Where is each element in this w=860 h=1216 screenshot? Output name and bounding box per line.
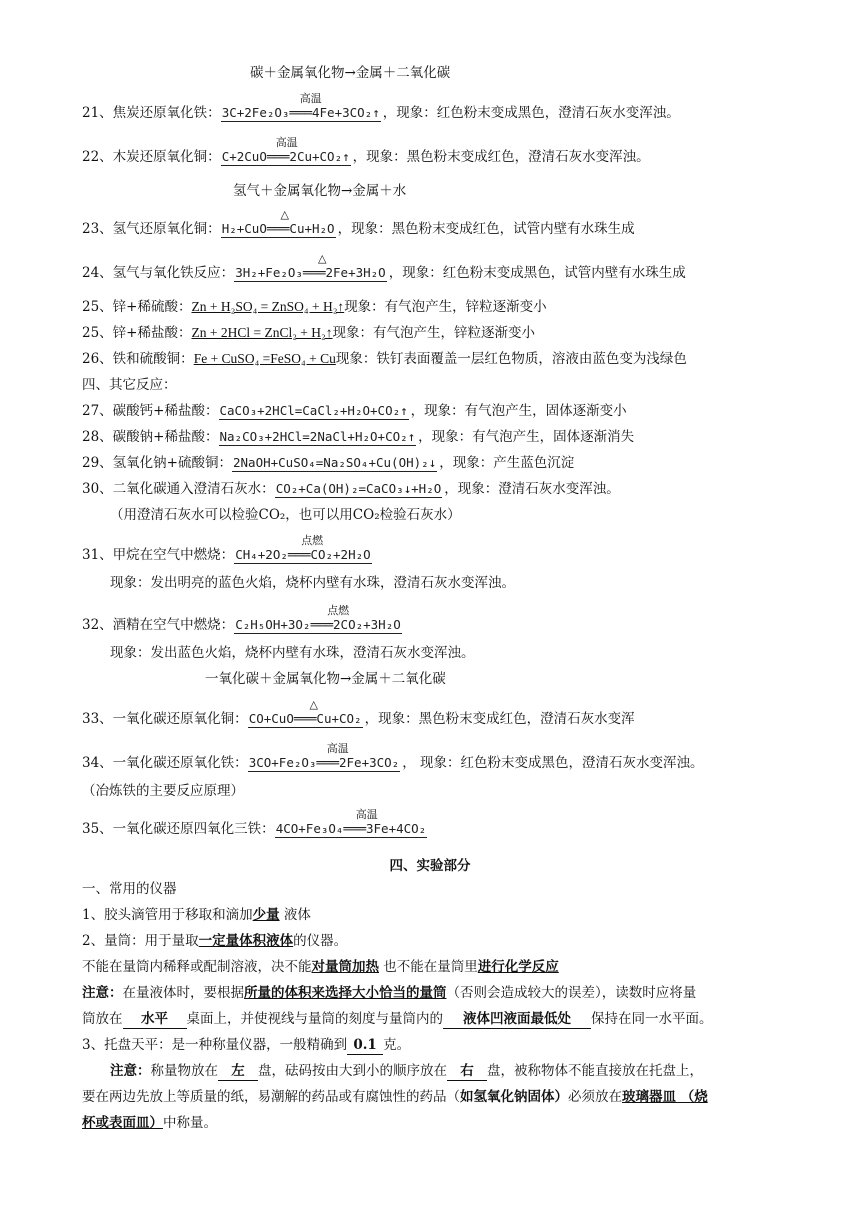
text: 液体	[279, 907, 311, 923]
observation: ，现象：产生蓝色沉淀	[439, 455, 575, 471]
reaction-31-observation: 现象：发出明亮的蓝色火焰，烧杯内壁有水珠，澄清石灰水变浑浊。	[110, 575, 515, 591]
text: 保持在同一水平面。	[591, 1011, 713, 1027]
answer-blank: 0.1	[347, 1036, 383, 1055]
reaction-label: 29、氢氧化钠+硫酸铜：	[82, 455, 232, 471]
observation: ，现象：黑色粉末变成红色，澄清石灰水变浑浊。	[352, 149, 650, 165]
chemical-equation: Zn + H₂SO₄ = ZnSO₄ + H₂↑	[191, 299, 345, 314]
section-heading-hydrogen: 氢气＋金属氧化物→金属＋水	[233, 183, 407, 199]
observation: ，现象：有气泡产生，固体逐渐变小	[410, 403, 627, 419]
text: 桌面上，并使视线与量筒的刻度与量筒内的	[186, 1011, 443, 1027]
text: 筒放在	[82, 1011, 123, 1027]
reaction-label: 21、焦炭还原氧化铁：	[82, 105, 221, 121]
observation: ，现象：红色粉末变成黑色，澄清石灰水变浑浊。	[382, 105, 680, 121]
answer-blank: 对量筒加热	[311, 959, 379, 975]
reaction-25-sulfuric	[82, 298, 547, 316]
reaction-label: 35、一氧化碳还原四氧化三铁：	[82, 821, 275, 837]
text: 3、托盘天平：是一种称量仪器，一般精确到	[82, 1037, 348, 1053]
chemical-equation: 3CO+Fe₂O₃ 高温 ═══2Fe+3CO₂	[248, 742, 400, 770]
reaction-28	[82, 428, 634, 446]
observation: ，现象：红色粉末变成黑色，试管内壁有水珠生成	[388, 265, 686, 281]
observation: ，现象：澄清石灰水变浑浊。	[444, 481, 620, 497]
text: 2、量筒：用于量取	[82, 933, 199, 949]
reaction-condition: 高温	[299, 92, 322, 105]
reaction-30	[82, 480, 620, 498]
reaction-34	[82, 742, 704, 772]
text: 在量液体时，要根据	[122, 985, 244, 1001]
item-balance	[82, 1036, 410, 1055]
reaction-32-observation: 现象：发出蓝色火焰，烧杯内壁有水珠，澄清石灰水变浑浊。	[110, 645, 475, 661]
answer-blank: 水平	[123, 1010, 187, 1029]
reaction-label: 25、锌+稀硫酸：	[82, 299, 192, 315]
reaction-condition: 点燃	[301, 534, 324, 547]
reaction-26	[82, 350, 687, 368]
bold-text: 如氢氧化钠固体）	[460, 1089, 568, 1105]
text: （否则会造成较大的误差），读数时应将量	[446, 985, 697, 1001]
note-label: 注意：	[110, 1063, 151, 1079]
reaction-condition: 高温	[326, 742, 349, 755]
reaction-label: 23、氢气还原氧化铜：	[82, 221, 221, 237]
reaction-30-note: （用澄清石灰水可以检验CO₂，也可以用CO₂检验石灰水）	[110, 507, 461, 523]
reaction-condition: 点燃	[327, 604, 350, 617]
chemical-equation: Fe + CuSO₄ =FeSO₄ + Cu	[193, 351, 336, 366]
subsection-instruments: 一、常用的仪器	[82, 881, 177, 897]
chemical-equation: C+2CuO 高温 ═══2Cu+CO₂↑	[221, 136, 350, 164]
answer-blank: 左	[218, 1062, 258, 1081]
chemical-equation: Na₂CO₃+2HCl=2NaCl+H₂O+CO₂↑	[219, 429, 416, 444]
chemical-equation: 3C+2Fe₂O₃ 高温 ═══4Fe+3CO₂↑	[221, 92, 380, 120]
observation: 现象：有气泡产生，锌粒逐渐变小	[344, 299, 547, 315]
reaction-22	[82, 136, 650, 166]
section-heading-other: 四、其它反应：	[82, 377, 177, 393]
reaction-condition: △	[280, 208, 289, 221]
observation: ，现象：黑色粉末变成红色，试管内壁有水珠生成	[337, 221, 635, 237]
observation: ，现象：有气泡产生，固体逐渐消失	[418, 429, 635, 445]
item-cylinder	[82, 932, 347, 950]
reaction-23	[82, 208, 635, 238]
observation: ， 现象：红色粉末变成黑色，澄清石灰水变浑浊。	[402, 755, 704, 771]
chemical-equation: CO₂+Ca(OH)₂=CaCO₃↓+H₂O	[275, 481, 442, 496]
reaction-condition: 高温	[275, 136, 298, 149]
chemical-equation: Zn + 2HCl = ZnCl₂ + H₂↑	[191, 325, 333, 340]
text: 也不能在量筒里	[379, 959, 478, 975]
observation: 现象：有气泡产生，锌粒逐渐变小	[332, 325, 536, 341]
text: 1、胶头滴管用于移取和滴加	[82, 907, 253, 923]
answer-blank: 少量	[252, 907, 280, 923]
reaction-label: 28、碳酸钠+稀盐酸：	[82, 429, 219, 445]
text: 要在两边先放上等质量的纸，易潮解的药品或有腐蚀性的药品（	[82, 1089, 460, 1105]
reaction-label: 24、氢气与氧化铁反应：	[82, 265, 235, 281]
reaction-label: 22、木炭还原氧化铜：	[82, 149, 221, 165]
balance-note	[110, 1062, 703, 1081]
chemical-equation: C₂H₅OH+3O₂ 点燃 ═══2CO₂+3H₂O	[235, 604, 401, 632]
reaction-label: 25、锌+稀盐酸：	[82, 325, 192, 341]
text: 中称量。	[163, 1115, 217, 1131]
answer-blank: 杯或表面皿）	[82, 1115, 163, 1131]
reaction-21	[82, 92, 680, 122]
reaction-33	[82, 698, 635, 728]
chemical-equation: CO+CuO △ ═══Cu+CO₂	[248, 698, 362, 726]
reaction-31	[82, 534, 374, 564]
chemical-equation: CH₄+2O₂ 点燃 ═══CO₂+2H₂O	[235, 534, 371, 562]
section-heading-co: 一氧化碳＋金属氧化物→金属＋二氧化碳	[205, 671, 446, 687]
text: 克。	[383, 1037, 411, 1053]
reaction-label: 31、甲烷在空气中燃烧：	[82, 547, 235, 563]
text: 称量物放在	[150, 1063, 218, 1079]
chemical-equation: 3H₂+Fe₂O₃ △ ═══2Fe+3H₂O	[235, 252, 386, 280]
reaction-25-hydrochloric	[82, 324, 535, 342]
reaction-condition: △	[317, 252, 327, 265]
answer-blank: 右	[447, 1062, 487, 1081]
reaction-32	[82, 604, 404, 634]
balance-note-end	[82, 1114, 217, 1132]
note-label: 注意：	[82, 985, 123, 1001]
reaction-condition: △	[309, 698, 318, 711]
answer-blank: 液体凹液面最低处	[443, 1010, 591, 1029]
cylinder-note	[82, 984, 696, 1002]
text: 不能在量筒内稀释或配制溶液，决不能	[82, 959, 312, 975]
chemical-equation: H₂+CuO △ ═══Cu+H₂O	[221, 208, 335, 236]
answer-blank: 进行化学反应	[477, 959, 559, 975]
reaction-34-note: （冶炼铁的主要反应原理）	[82, 783, 244, 799]
reaction-label: 26、铁和硫酸铜：	[82, 351, 194, 367]
part-title: 四、实验部分	[389, 858, 471, 874]
cylinder-note-cont	[82, 1010, 713, 1029]
text: 必须放在	[568, 1089, 622, 1105]
section-heading-carbon: 碳＋金属氧化物→金属＋二氧化碳	[250, 65, 451, 81]
observation: ，现象：黑色粉末变成红色，澄清石灰水变浑	[364, 711, 635, 727]
answer-blank: 所量的体积来选择大小恰当的量筒	[244, 985, 447, 1001]
item-dropper	[82, 906, 311, 924]
text: 盘，被称物体不能直接放在托盘上，	[487, 1063, 703, 1079]
chemical-equation: CaCO₃+2HCl=CaCl₂+H₂O+CO₂↑	[219, 403, 408, 418]
reaction-35	[82, 808, 429, 838]
reaction-label: 27、碳酸钙+稀盐酸：	[82, 403, 219, 419]
balance-note-cont	[82, 1088, 708, 1106]
cylinder-rule	[82, 958, 559, 976]
reaction-label: 33、一氧化碳还原氧化铜：	[82, 711, 248, 727]
chemical-equation: 2NaOH+CuSO₄=Na₂SO₄+Cu(OH)₂↓	[233, 455, 437, 470]
answer-blank: 一定量体积液体	[198, 933, 294, 949]
observation: 现象：铁钉表面覆盖一层红色物质，溶液由蓝色变为浅绿色	[335, 351, 687, 367]
chemical-equation: 4CO+Fe₃O₄ 高温 ═══3Fe+4CO₂	[275, 808, 427, 836]
reaction-label: 30、二氧化碳通入澄清石灰水：	[82, 481, 275, 497]
reaction-29	[82, 454, 574, 472]
reaction-label: 32、酒精在空气中燃烧：	[82, 617, 235, 633]
answer-blank: 玻璃器皿 （烧	[622, 1089, 708, 1105]
reaction-24	[82, 252, 686, 282]
reaction-condition: 高温	[355, 808, 378, 821]
text: 的仪器。	[293, 933, 348, 949]
reaction-label: 34、一氧化碳还原氧化铁：	[82, 755, 248, 771]
text: 盘，砝码按由大到小的顺序放在	[258, 1063, 447, 1079]
reaction-27	[82, 402, 627, 420]
